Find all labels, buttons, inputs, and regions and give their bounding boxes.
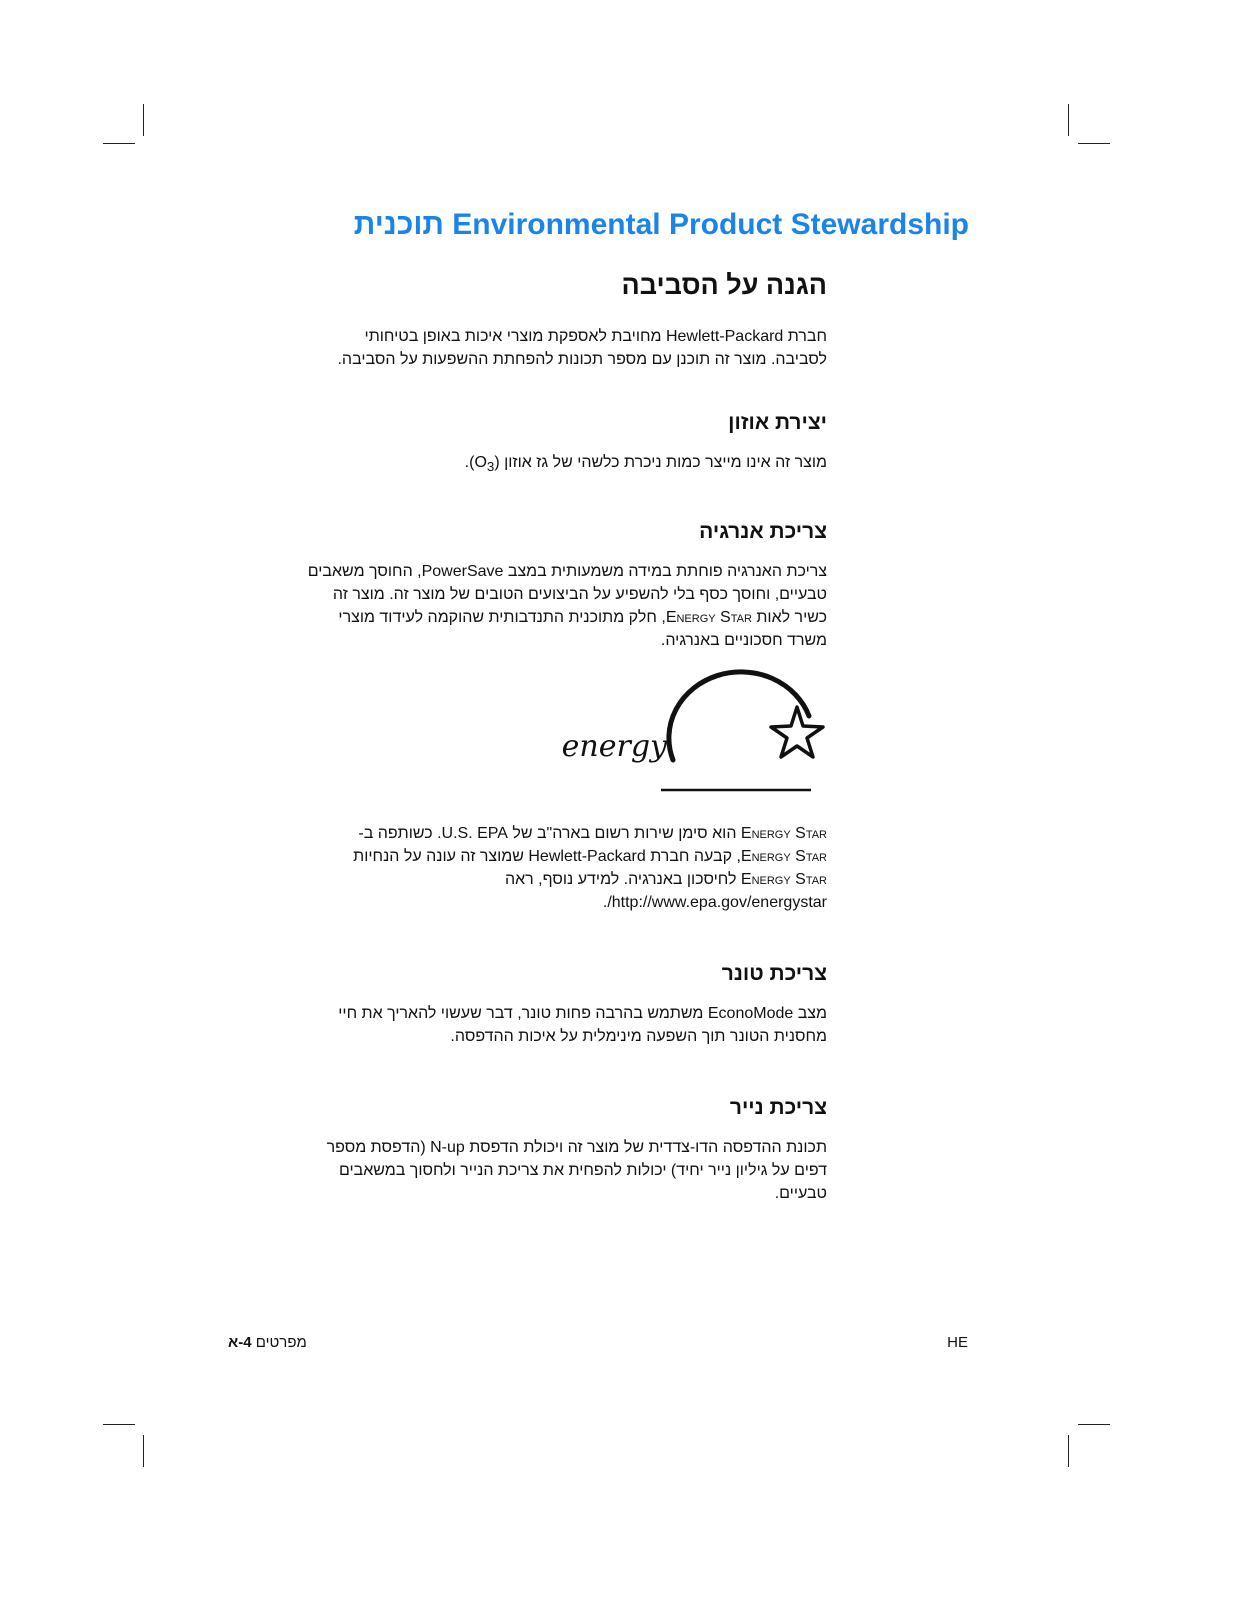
- energy-star-term: Energy Star: [740, 825, 827, 843]
- crop-mark: [103, 143, 135, 144]
- text-segment: כשיר לאות: [751, 609, 827, 627]
- section-heading-environment: הגנה על הסביבה: [621, 270, 827, 300]
- text-line: חברת Hewlett-Packard מחויבת לאספקת מוצרי איכות באופן בטיחותי: [364, 328, 827, 345]
- crop-mark: [1078, 143, 1110, 144]
- energy-star-term: Energy Star: [740, 871, 827, 889]
- text-line: לסביבה. מוצר זה תוכנן עם מספר תכונות להפחתת ההשפעות על הסביבה.: [337, 351, 827, 368]
- footer-section-label: מפרטים: [255, 1334, 307, 1351]
- energy-star-paragraph: [227, 822, 827, 914]
- ozone-text: מוצר זה אינו מייצר כמות ניכרת כלשהי של גז אוזון (O: [474, 454, 827, 471]
- section-heading-energy: צריכת אנרגיה: [699, 520, 827, 544]
- energy-star-logo-graphic: [561, 682, 827, 794]
- section-energy: [227, 520, 827, 914]
- footer-page-number: [228, 1334, 307, 1351]
- text-line: דפים על גיליון נייר יחיד) יכולות להפחית את צריכת הנייר ולחסוך במשאבים: [338, 1162, 827, 1180]
- text-line: מחסנית הטונר תוך השפעה מינימלית על איכות ההדפסה.: [450, 1028, 827, 1046]
- crop-mark: [143, 1435, 144, 1467]
- toner-paragraph: [227, 1002, 827, 1048]
- text-line: טבעיים.: [774, 1185, 827, 1203]
- text-line: צריכת האנרגיה פוחתת במידה משמעותית במצב PowerSave, החוסך משאבים: [307, 563, 827, 581]
- text-segment: הוא סימן שירות רשום בארה"ב של U.S. EPA. כשותפה ב-: [358, 825, 741, 843]
- ozone-text-end: ).: [464, 454, 475, 471]
- energy-star-term: Energy Star: [740, 848, 827, 866]
- text-segment: לחיסכון באנרגיה. למידע נוסף, ראה: [504, 871, 741, 889]
- crop-mark: [143, 104, 144, 136]
- text-line: [227, 845, 827, 868]
- energy-star-logo: [227, 682, 827, 802]
- paper-paragraph: [227, 1136, 827, 1205]
- ozone-subscript: 3: [486, 459, 495, 475]
- text-line: [227, 822, 827, 845]
- text-line: תכונת ההדפסה הדו-צדדית של מוצר זה ויכולת הדפסת N-up (הדפסת מספר: [326, 1139, 827, 1157]
- crop-mark: [1068, 104, 1069, 136]
- ozone-paragraph: [227, 451, 827, 478]
- crop-mark: [103, 1424, 135, 1425]
- section-toner: [227, 962, 827, 1048]
- section-environment: [227, 270, 827, 371]
- text-segment: , חלק מתוכנית התנדבותית שהוקמה לעידוד מוצרי: [338, 609, 666, 627]
- energy-star-term: Energy Star: [665, 609, 752, 627]
- intro-paragraph: [227, 325, 827, 371]
- page-title: Environmental Product Stewardship תוכנית: [353, 208, 969, 241]
- energy-paragraph: [227, 560, 827, 652]
- crop-mark: [1078, 1424, 1110, 1425]
- text-line: [227, 606, 827, 629]
- text-line: משרד חסכוניים באנרגיה.: [660, 632, 827, 650]
- section-heading-paper: צריכת נייר: [729, 1096, 827, 1120]
- energy-star-url: http://www.epa.gov/energystar/.: [602, 894, 827, 912]
- text-segment: , קבעה חברת Hewlett-Packard שמוצר זה עונה על הנחיות: [353, 848, 741, 866]
- section-paper: [227, 1096, 827, 1205]
- footer-language-code: HE: [947, 1334, 968, 1351]
- logo-wordmark: energy: [561, 729, 667, 765]
- section-heading-toner: צריכת טונר: [721, 962, 827, 986]
- text-line: טבעיים, וחוסך כסף בלי להשפיע על הביצועים הטובים של מוצר זה. מוצר זה: [332, 586, 827, 604]
- page-footer: [228, 1334, 968, 1358]
- text-line: מצב EconoMode משתמש בהרבה פחות טונר, דבר שעשוי להאריך את חיי: [338, 1005, 827, 1023]
- main-content: [227, 270, 827, 1205]
- text-line: [227, 868, 827, 891]
- section-heading-ozone: יצירת אוזון: [728, 411, 827, 434]
- crop-mark: [1068, 1435, 1069, 1467]
- section-ozone: [227, 411, 827, 478]
- text-line: [227, 451, 827, 478]
- footer-page-num: 4-א: [228, 1334, 252, 1351]
